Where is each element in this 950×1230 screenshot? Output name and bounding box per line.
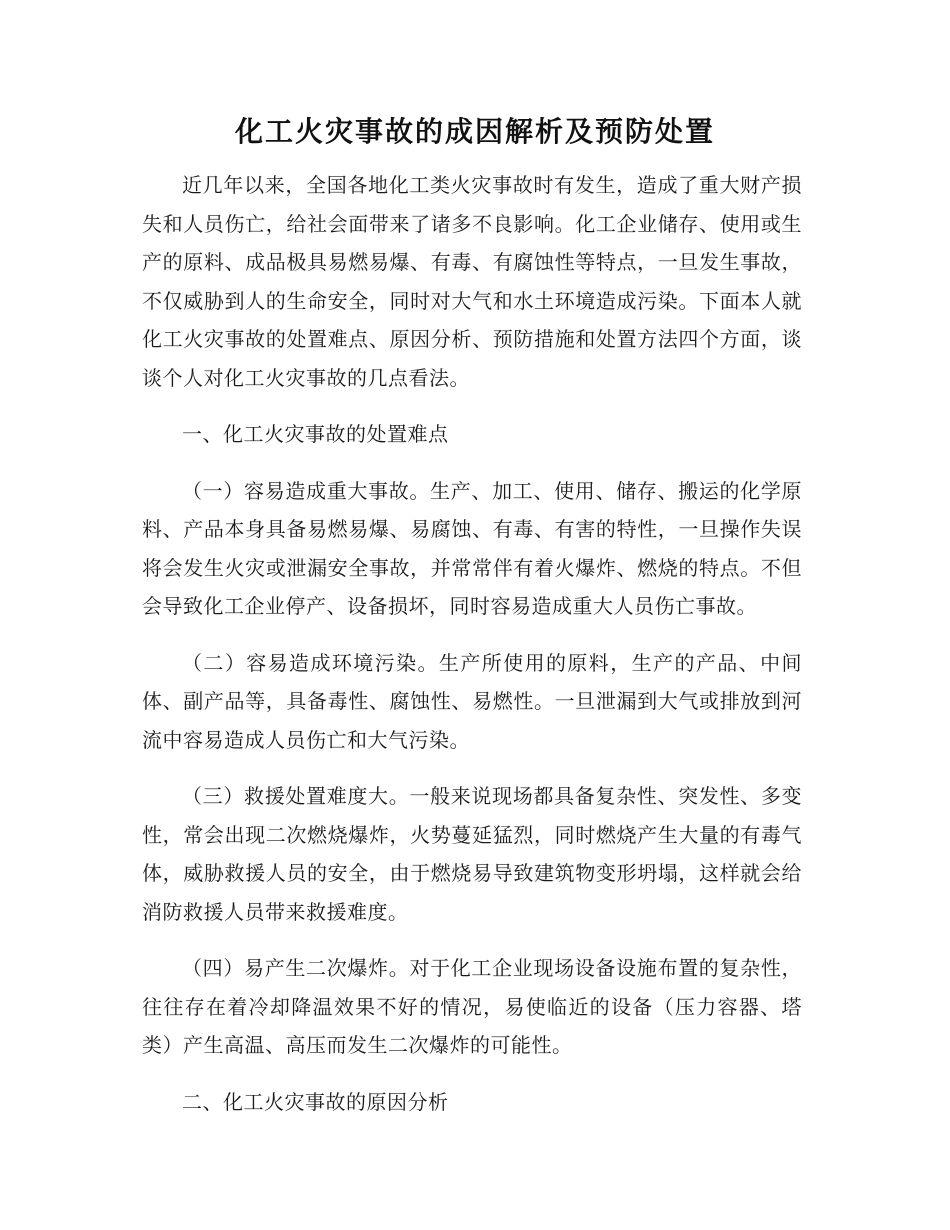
document-body [142,166,802,1139]
document-title: 化工火灾事故的成因解析及预防处置 [234,115,715,148]
section-1-heading: 一、化工火灾事故的处置难点 [182,422,449,446]
intro-paragraph: 近几年以来，全国各地化工类火灾事故时有发生，造成了重大财产损失和人员伤亡，给社会面带来了诸多不良影响。化工企业储存、使用或生产的原料、成品极具易燃易爆、有毒、有腐蚀性等特点，一旦发生事故，不仅威胁到人的生命安全，同时对大气和水土环境造成污染。下面本人就化工火灾事故的处置难点、原因分析、预防措施和处置方法四个方面，谈谈个人对化工火灾事故的几点看法。 [142,173,802,390]
section-1-paragraph-2: （二）容易造成环境污染。生产所使用的原料，生产的产品、中间体、副产品等，具备毒性、腐蚀性、易燃性。一旦泄漏到大气或排放到河流中容易造成人员伤亡和大气污染。 [142,650,802,752]
section-1-paragraph-3: （三）救援处置难度大。一般来说现场都具备复杂性、突发性、多变性，常会出现二次燃烧爆炸，火势蔓延猛烈，同时燃烧产生大量的有毒气体，威胁救援人员的安全，由于燃烧易导致建筑物变形坍塌，这样就会给消防救援人员带来救援难度。 [142,784,802,924]
section-1-paragraph-4: （四）易产生二次爆炸。对于化工企业现场设备设施布置的复杂性，往往存在着冷却降温效果不好的情况，易使临近的设备（压力容器、塔类）产生高温、高压而发生二次爆炸的可能性。 [142,956,802,1057]
section-2-heading: 二、化工火灾事故的原因分析 [182,1089,449,1114]
section-1-paragraph-1: （一）容易造成重大事故。生产、加工、使用、储存、搬运的化学原料、产品本身具备易燃易爆、易腐蚀、有毒、有害的特性，一旦操作失误将会发生火灾或泄漏安全事故，并常常伴有着火爆炸、燃烧的特点。不但会导致化工企业停产、设备损坏，同时容易造成重大人员伤亡事故。 [142,478,802,618]
